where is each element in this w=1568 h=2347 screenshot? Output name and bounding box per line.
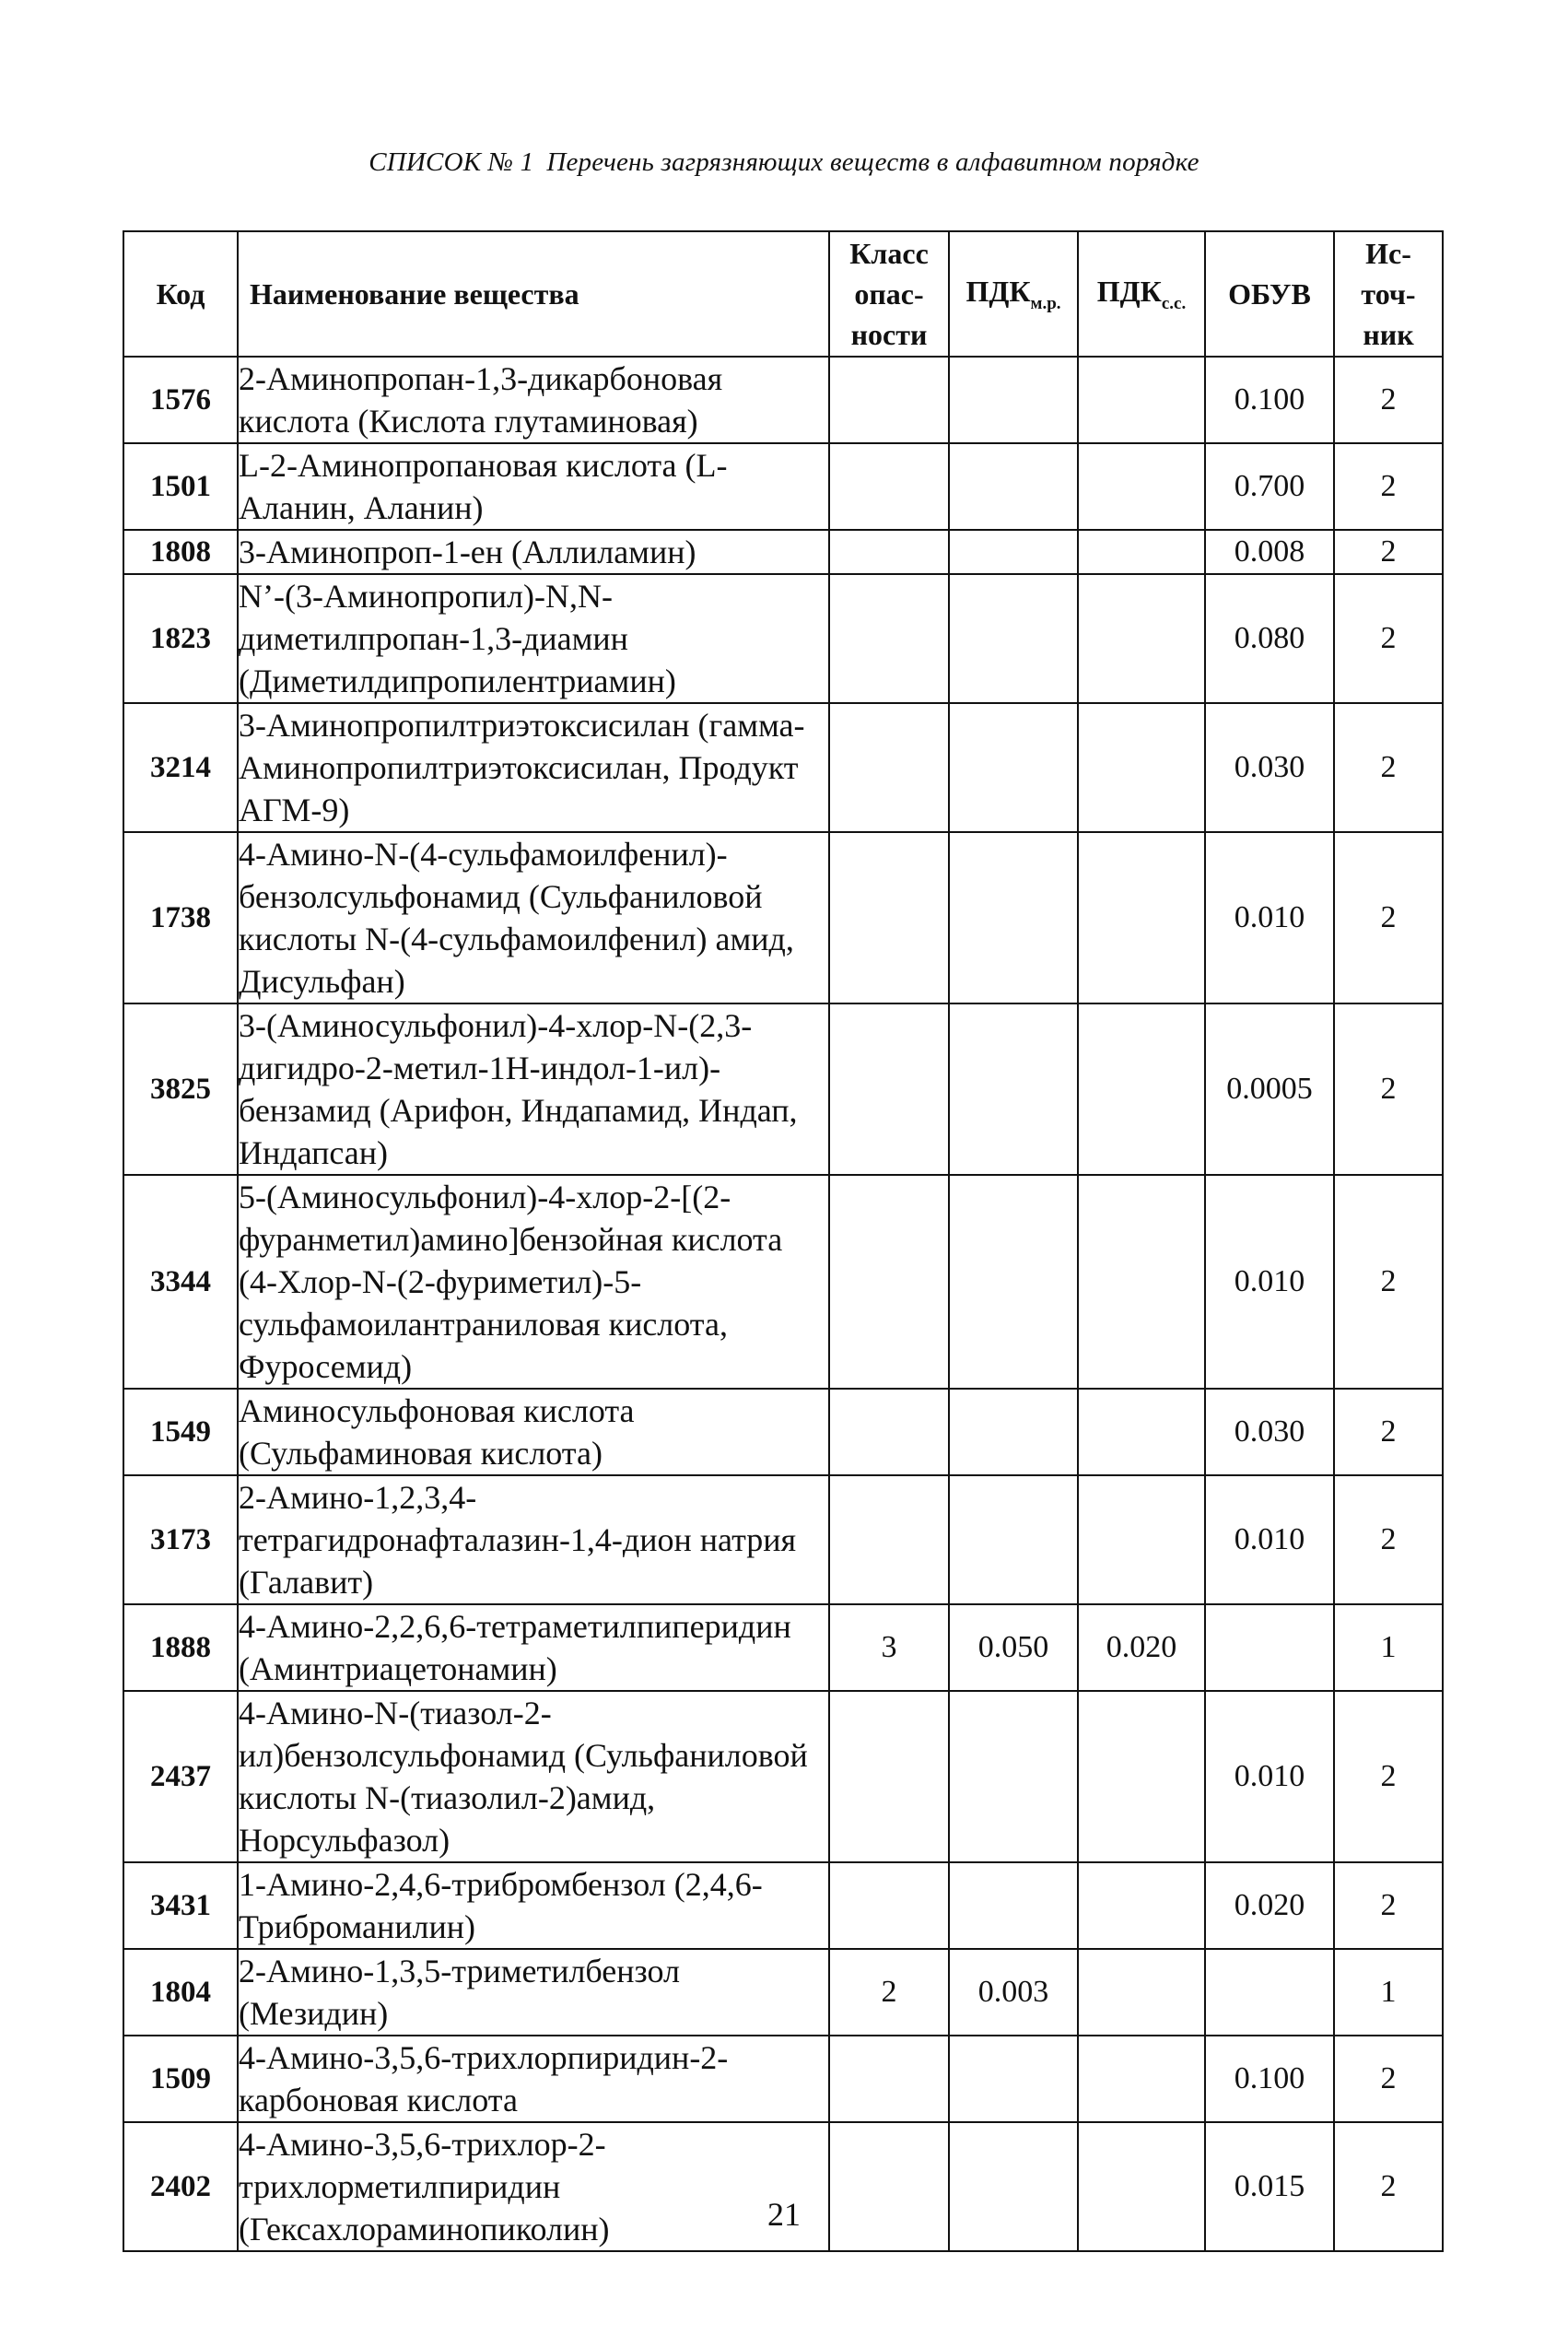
cell-pdk-ss (1078, 1862, 1205, 1949)
cell-hazard-class (829, 1175, 949, 1389)
table-row (123, 832, 1443, 1003)
cell-obuv: 0.010 (1205, 832, 1334, 1003)
cell-obuv: 0.010 (1205, 1691, 1334, 1862)
cell-hazard-class (829, 1862, 949, 1949)
cell-code: 2402 (123, 2122, 238, 2251)
cell-code: 1576 (123, 357, 238, 443)
cell-pdk-ss (1078, 574, 1205, 703)
cell-source: 2 (1334, 443, 1443, 530)
cell-obuv: 0.015 (1205, 2122, 1334, 2251)
table-row (123, 1691, 1443, 1862)
cell-pdk-mr (949, 574, 1078, 703)
cell-obuv: 0.020 (1205, 1862, 1334, 1949)
cell-source: 2 (1334, 1003, 1443, 1175)
cell-pdk-mr (949, 1691, 1078, 1862)
cell-name: 4-Амино-3,5,6-трихлор-2-трихлорметилпиридин (Гексахлораминопиколин) (238, 2122, 829, 2251)
cell-code: 3431 (123, 1862, 238, 1949)
cell-code: 3173 (123, 1475, 238, 1604)
cell-code: 1823 (123, 574, 238, 703)
cell-pdk-ss (1078, 357, 1205, 443)
cell-code: 1808 (123, 530, 238, 574)
cell-name: 4-Амино-2,2,6,6-тетраметилпиперидин (Аминтриацетонамин) (238, 1604, 829, 1691)
cell-pdk-mr (949, 1003, 1078, 1175)
table-row (123, 1949, 1443, 2036)
cell-hazard-class (829, 530, 949, 574)
cell-obuv (1205, 1949, 1334, 2036)
cell-hazard-class (829, 1389, 949, 1475)
cell-pdk-mr (949, 357, 1078, 443)
cell-pdk-mr (949, 703, 1078, 832)
cell-source: 1 (1334, 1604, 1443, 1691)
cell-code: 1888 (123, 1604, 238, 1691)
cell-name: 2-Амино-1,2,3,4-тетрагидронафталазин-1,4-дион натрия (Галавит) (238, 1475, 829, 1604)
cell-hazard-class (829, 1475, 949, 1604)
cell-pdk-mr (949, 1389, 1078, 1475)
col-header-pdk-ss: $ПДК_{с.с.}$ (1078, 231, 1205, 357)
cell-name: 4-Амино-N-(4-сульфамоилфенил)-бензолсульфонамид (Сульфаниловой кислоты N-(4-сульфамоилфенил) амид, Дисульфан) (238, 832, 829, 1003)
cell-pdk-ss (1078, 703, 1205, 832)
cell-name: 4-Амино-3,5,6-трихлорпиридин-2-карбоновая кислота (238, 2036, 829, 2122)
cell-obuv: 0.010 (1205, 1175, 1334, 1389)
cell-pdk-ss (1078, 1475, 1205, 1604)
col-header-hazard-class: Класс опас- ности (829, 231, 949, 357)
cell-obuv: 0.100 (1205, 357, 1334, 443)
cell-obuv: 0.008 (1205, 530, 1334, 574)
cell-pdk-mr (949, 530, 1078, 574)
cell-obuv: 0.030 (1205, 703, 1334, 832)
page-number: 21 (767, 2196, 801, 2233)
cell-source: 2 (1334, 530, 1443, 574)
cell-source: 2 (1334, 703, 1443, 832)
cell-obuv: 0.700 (1205, 443, 1334, 530)
list-title: Перечень загрязняющих веществ в алфавитном порядке (546, 147, 1199, 177)
cell-source: 1 (1334, 1949, 1443, 2036)
cell-name: L-2-Аминопропановая кислота (L-Аланин, Аланин) (238, 443, 829, 530)
cell-obuv: 0.010 (1205, 1475, 1334, 1604)
cell-pdk-ss (1078, 1175, 1205, 1389)
cell-pdk-mr: 0.050 (949, 1604, 1078, 1691)
cell-pdk-ss (1078, 530, 1205, 574)
table-row (123, 443, 1443, 530)
table-row (123, 1862, 1443, 1949)
cell-source: 2 (1334, 2122, 1443, 2251)
cell-source: 2 (1334, 1691, 1443, 1862)
cell-name: 3-Аминопроп-1-ен (Аллиламин) (238, 530, 829, 574)
table-row (123, 357, 1443, 443)
cell-name: 1-Амино-2,4,6-трибромбензол (2,4,6-Триброманилин) (238, 1862, 829, 1949)
table-row (123, 1003, 1443, 1175)
cell-code: 3214 (123, 703, 238, 832)
col-header-obuv: ОБУВ (1205, 231, 1334, 357)
cell-hazard-class (829, 574, 949, 703)
cell-name: 4-Амино-N-(тиазол-2-ил)бензолсульфонамид (Сульфаниловой кислоты N-(тиазолил-2)амид, Норсульфазол) (238, 1691, 829, 1862)
table-row (123, 1475, 1443, 1604)
cell-pdk-ss (1078, 443, 1205, 530)
table-header-row (123, 231, 1443, 357)
cell-name: Аминосульфоновая кислота (Сульфаминовая кислота) (238, 1389, 829, 1475)
table-row (123, 1604, 1443, 1691)
cell-obuv: 0.100 (1205, 2036, 1334, 2122)
cell-source: 2 (1334, 2036, 1443, 2122)
cell-hazard-class: 3 (829, 1604, 949, 1691)
cell-code: 3344 (123, 1175, 238, 1389)
cell-code: 1509 (123, 2036, 238, 2122)
cell-name: 5-(Аминосульфонил)-4-хлор-2-[(2-фуранметил)амино]бензойная кислота (4-Хлор-N-(2-фуриметил)-5-сульфамоилантраниловая кислота, Фуросемид) (238, 1175, 829, 1389)
table-row (123, 2036, 1443, 2122)
cell-name: 3-Аминопропилтриэтоксисилан (гамма-Аминопропилтриэтоксисилан, Продукт АГМ-9) (238, 703, 829, 832)
table-row (123, 703, 1443, 832)
list-label: СПИСОК № 1 (369, 147, 534, 177)
cell-source: 2 (1334, 574, 1443, 703)
cell-pdk-ss (1078, 832, 1205, 1003)
cell-name: 3-(Аминосульфонил)-4-хлор-N-(2,3-дигидро-2-метил-1H-индол-1-ил)-бензамид (Арифон, Индапамид, Индап, Индапсан) (238, 1003, 829, 1175)
cell-obuv: 0.0005 (1205, 1003, 1334, 1175)
table-row (123, 1389, 1443, 1475)
table-row (123, 1175, 1443, 1389)
cell-obuv: 0.030 (1205, 1389, 1334, 1475)
col-header-code: Код (123, 231, 238, 357)
cell-pdk-mr: 0.003 (949, 1949, 1078, 2036)
substances-table (123, 230, 1444, 2252)
cell-code: 3825 (123, 1003, 238, 1175)
cell-pdk-ss (1078, 1389, 1205, 1475)
col-header-source: Ис- точ- ник (1334, 231, 1443, 357)
cell-hazard-class (829, 703, 949, 832)
cell-hazard-class (829, 2036, 949, 2122)
cell-hazard-class (829, 443, 949, 530)
cell-hazard-class (829, 1003, 949, 1175)
cell-name: N’-(3-Аминопропил)-N,N-диметилпропан-1,3-диамин (Диметилдипропилентриамин) (238, 574, 829, 703)
cell-pdk-mr (949, 443, 1078, 530)
cell-code: 1549 (123, 1389, 238, 1475)
cell-code: 1738 (123, 832, 238, 1003)
cell-source: 2 (1334, 1389, 1443, 1475)
cell-source: 2 (1334, 1862, 1443, 1949)
cell-hazard-class (829, 832, 949, 1003)
page-title (0, 147, 1568, 178)
col-header-name: Наименование вещества (238, 231, 829, 357)
cell-pdk-ss (1078, 2036, 1205, 2122)
col-header-pdk-mr: $ПДК_{м.р.}$ (949, 231, 1078, 357)
cell-source: 2 (1334, 1175, 1443, 1389)
cell-source: 2 (1334, 357, 1443, 443)
cell-pdk-mr (949, 1175, 1078, 1389)
cell-code: 1804 (123, 1949, 238, 2036)
cell-obuv: 0.080 (1205, 574, 1334, 703)
table-row (123, 530, 1443, 574)
cell-code: 1501 (123, 443, 238, 530)
cell-source: 2 (1334, 832, 1443, 1003)
cell-code: 2437 (123, 1691, 238, 1862)
cell-source: 2 (1334, 1475, 1443, 1604)
cell-pdk-mr (949, 832, 1078, 1003)
cell-pdk-mr (949, 1475, 1078, 1604)
cell-name: 2-Аминопропан-1,3-дикарбоновая кислота (Кислота глутаминовая) (238, 357, 829, 443)
cell-pdk-ss: 0.020 (1078, 1604, 1205, 1691)
cell-name: 2-Амино-1,3,5-триметилбензол (Мезидин) (238, 1949, 829, 2036)
cell-pdk-ss (1078, 1949, 1205, 2036)
table-row (123, 574, 1443, 703)
cell-pdk-mr (949, 2036, 1078, 2122)
cell-pdk-ss (1078, 1003, 1205, 1175)
cell-pdk-mr (949, 1862, 1078, 1949)
cell-pdk-ss (1078, 1691, 1205, 1862)
cell-hazard-class (829, 1691, 949, 1862)
cell-obuv (1205, 1604, 1334, 1691)
cell-hazard-class: 2 (829, 1949, 949, 2036)
cell-hazard-class (829, 357, 949, 443)
